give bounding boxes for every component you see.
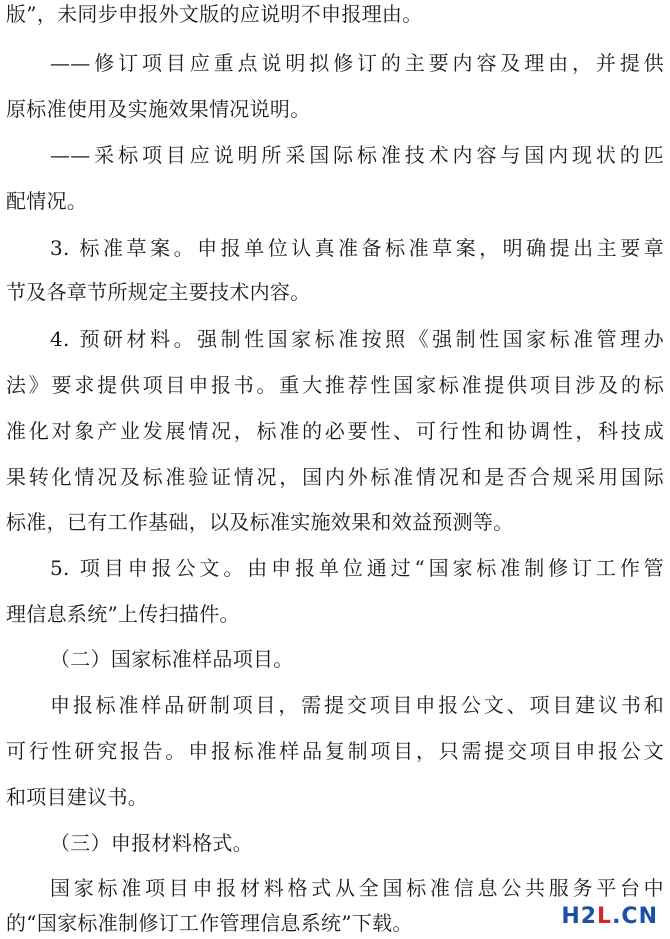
text-line: 理信息系统”上传扫描件。 [6, 602, 240, 626]
section-heading: （二）国家标准样品项目。 [50, 647, 294, 671]
text-line: 5. 项目申报公文。由申报单位通过“国家标准制修订工作管 [50, 556, 664, 580]
text-line: 节及各章节所规定主要技术内容。 [6, 280, 311, 304]
text-line: 准化对象产业发展情况，标准的必要性、可行性和协调性，科技成 [6, 419, 664, 443]
text-line: ——采标项目应说明所采国际标准技术内容与国内现状的匹 [50, 143, 664, 167]
watermark-part: H2 [561, 904, 598, 929]
text-line: 原标准使用及实施效果情况说明。 [6, 97, 311, 121]
text-line: 4. 预研材料。强制性国家标准按照《强制性国家标准管理办 [50, 327, 664, 351]
section-heading: （三）申报材料格式。 [50, 831, 253, 855]
text-line: 可行性研究报告。申报标准样品复制项目，只需提交项目申报公文 [6, 739, 664, 763]
text-line: 法》要求提供项目申报书。重大推荐性国家标准提供项目涉及的标 [6, 373, 664, 397]
text-line: 申报标准样品研制项目，需提交项目申报公文、项目建议书和 [50, 693, 664, 717]
watermark-logo [561, 904, 658, 929]
text-line: 国家标准项目申报材料格式从全国标准信息公共服务平台中 [50, 876, 664, 900]
text-line: 标准，已有工作基础，以及标准实施效果和效益预测等。 [6, 510, 514, 534]
text-line: 配情况。 [6, 189, 88, 213]
text-line: ——修订项目应重点说明拟修订的主要内容及理由，并提供 [50, 51, 664, 75]
watermark-part: L [597, 904, 613, 929]
text-line: 的“国家标准制修订工作管理信息系统”下载。 [6, 911, 413, 935]
text-line: 和项目建议书。 [6, 785, 149, 809]
text-line: 3. 标准草案。申报单位认真准备标准草案，明确提出主要章 [50, 236, 664, 260]
watermark-part: .CN [612, 904, 658, 929]
text-line: 果转化情况及标准验证情况，国内外标准情况和是否合规采用国际 [6, 465, 664, 489]
text-line: 版”，未同步申报外文版的应说明不申报理由。 [6, 2, 423, 26]
